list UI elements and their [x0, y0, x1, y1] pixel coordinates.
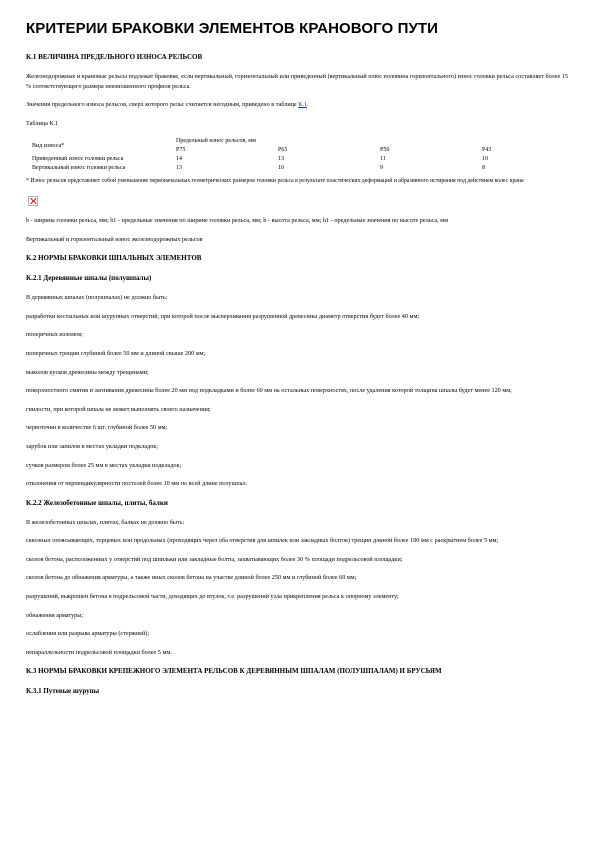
table-column-header: Р75: [176, 147, 186, 154]
list-item: обнажения арматуры;: [26, 611, 84, 619]
figure-caption: Вертикальный и горизонтальный износ железнодорожных рельсов: [26, 235, 203, 243]
list-item: сучков размером более 25 мм в местах укладки подкладок;: [26, 461, 182, 469]
list-item: поперечных изломов;: [26, 331, 83, 339]
table-row: [30, 164, 493, 173]
list-item: разрушений, выкрошен бетона в подрельсовой части, доходящих до втулок, т.е. разрушений узла прикрепления рельса к опорному элементу;: [26, 593, 399, 601]
list-item: отклонения от перпендикулярности постелей более 10 мм по всей длине полушпал.: [26, 480, 248, 488]
table-column-header: Р65: [278, 147, 288, 154]
list-item: сквозных опоясывающих, торцевых или продольных (проходящих через оба отверстия для шпилек или закладных болтов) трещин длиной более 100 мм с раскрытием более 5 мм;: [26, 537, 499, 545]
paragraph-rail-rejection: Железнодорожные и крановые рельсы подлежат браковке, если вертикальный, горизонтальный или приведенный (вертикальный плюс половина горизонтального) износ головки рельса составляет более 15 % соответствующего размера неизношенного профиля рельса.: [26, 73, 568, 90]
list-item: червоточин в количестве 6 шт. глубиной более 50 мм;: [26, 424, 168, 432]
wear-table: [30, 137, 493, 173]
table-cell: 10: [482, 156, 488, 163]
list-item: В железобетонных шпалах, плитах, балках не должно быть:: [26, 518, 185, 526]
list-item: гнилости, при которой шпала не может выполнять своего назначения;: [26, 405, 211, 413]
section-heading-k2: К.2 НОРМЫ БРАКОВКИ ШПАЛЬНЫХ ЭЛЕМЕНТОВ: [26, 254, 202, 263]
table-cell: 14: [176, 156, 182, 163]
list-item: сколов бетона, расположенных у отверстий под шпильки или закладные болты, захватывающих более 30 % площади подрельсовой площадки;: [26, 555, 403, 563]
section-heading-k1: К.1 ВЕЛИЧИНА ПРЕДЕЛЬНОГО ИЗНОСА РЕЛЬСОВ: [26, 53, 203, 61]
table-column-header: Р50: [380, 147, 390, 154]
list-item: В деревянных шпалах (полушпалах) не должно быть:: [26, 294, 168, 302]
table-column-header: Р43: [482, 147, 492, 154]
list-item: сколов бетона до обнажения арматуры, а также иных сколов бетона на участке длиной более 250 мм и глубиной более 60 мм;: [26, 574, 357, 582]
paragraph-wear-values: [26, 100, 569, 110]
subsection-heading-k21: К.2.1 Деревянные шпалы (полушпалы): [26, 274, 152, 283]
table-group-header: Предельный износ рельсов, мм: [176, 138, 256, 145]
list-item: ослабления или разрыва арматуры (стержней);: [26, 630, 150, 638]
table-header-row: [30, 137, 493, 146]
table-row-label: Приведенный износ головки рельса: [32, 156, 124, 163]
table-cell: 11: [380, 156, 386, 163]
table-cell: 8: [482, 165, 485, 172]
list-item: поверхностного смятия и загнивания древесины более 20 мм под подкладками и более 60 мм на остальных поверхностях, после удаления которой толщина шпалы будет менее 120 мм;: [26, 387, 512, 395]
list-item: зарубок или запилов в местах укладки подкладок;: [26, 442, 158, 450]
list-item: разработки костыльных или шурупных отверстий, при которой после высверливания разрушенной древесины диаметр отверстия будет более 40 мм;: [26, 312, 420, 320]
broken-image-icon: [28, 196, 38, 206]
table-k1-link[interactable]: К.1: [298, 101, 308, 109]
table-row-label: Вертикальный износ головки рельса: [32, 165, 126, 172]
list-item: поперечных трещин глубиной более 50 мм и длиной свыше 200 мм;: [26, 349, 206, 357]
table-cell: 13: [176, 165, 182, 172]
document-title: КРИТЕРИИ БРАКОВКИ ЭЛЕМЕНТОВ КРАНОВОГО ПУТИ: [26, 20, 439, 37]
list-item: непараллельности подрельсовой площадки более 5 мм.: [26, 648, 172, 656]
table-cell: 10: [278, 165, 284, 172]
table-caption: Таблица К.1: [26, 119, 59, 127]
section-heading-k3: К.3 НОРМЫ БРАКОВКИ КРЕПЕЖНОГО ЭЛЕМЕНТА РЕЛЬСОВ К ДЕРЕВЯННЫМ ШПАЛАМ (ПОЛУШПАЛАМ) И БРУСЬЯМ: [26, 667, 442, 676]
paragraph-legend: b - ширина головки рельса, мм; b1 - предельные значения по ширине головки рельса, мм; h - высота рельса, мм; h1 - предельные значения по высоте рельса, мм: [26, 216, 449, 224]
paragraph-end: .: [307, 101, 309, 109]
table-footnote: * Износ рельсов представляет собой уменьшение первоначальных геометрических размеров головки рельса в результате пластических деформаций и абразивного истирания под действием колес крана: [26, 178, 524, 185]
table-row-header: Вид износа*: [32, 142, 65, 149]
list-item: выколов кусков древесины между трещинами;: [26, 368, 149, 376]
table-row: [30, 155, 493, 164]
table-cell: 13: [278, 156, 284, 163]
table-cell: 9: [380, 165, 383, 172]
subsection-heading-k31: К.3.1 Путевые шурупы: [26, 687, 100, 696]
paragraph-wear-values-text: Значения предельного износа рельсов, сверх которого рельс считается негодным, приведено в таблице: [26, 101, 299, 109]
subsection-heading-k22: К.2.2 Железобетонные шпалы, плиты, балки: [26, 498, 168, 507]
